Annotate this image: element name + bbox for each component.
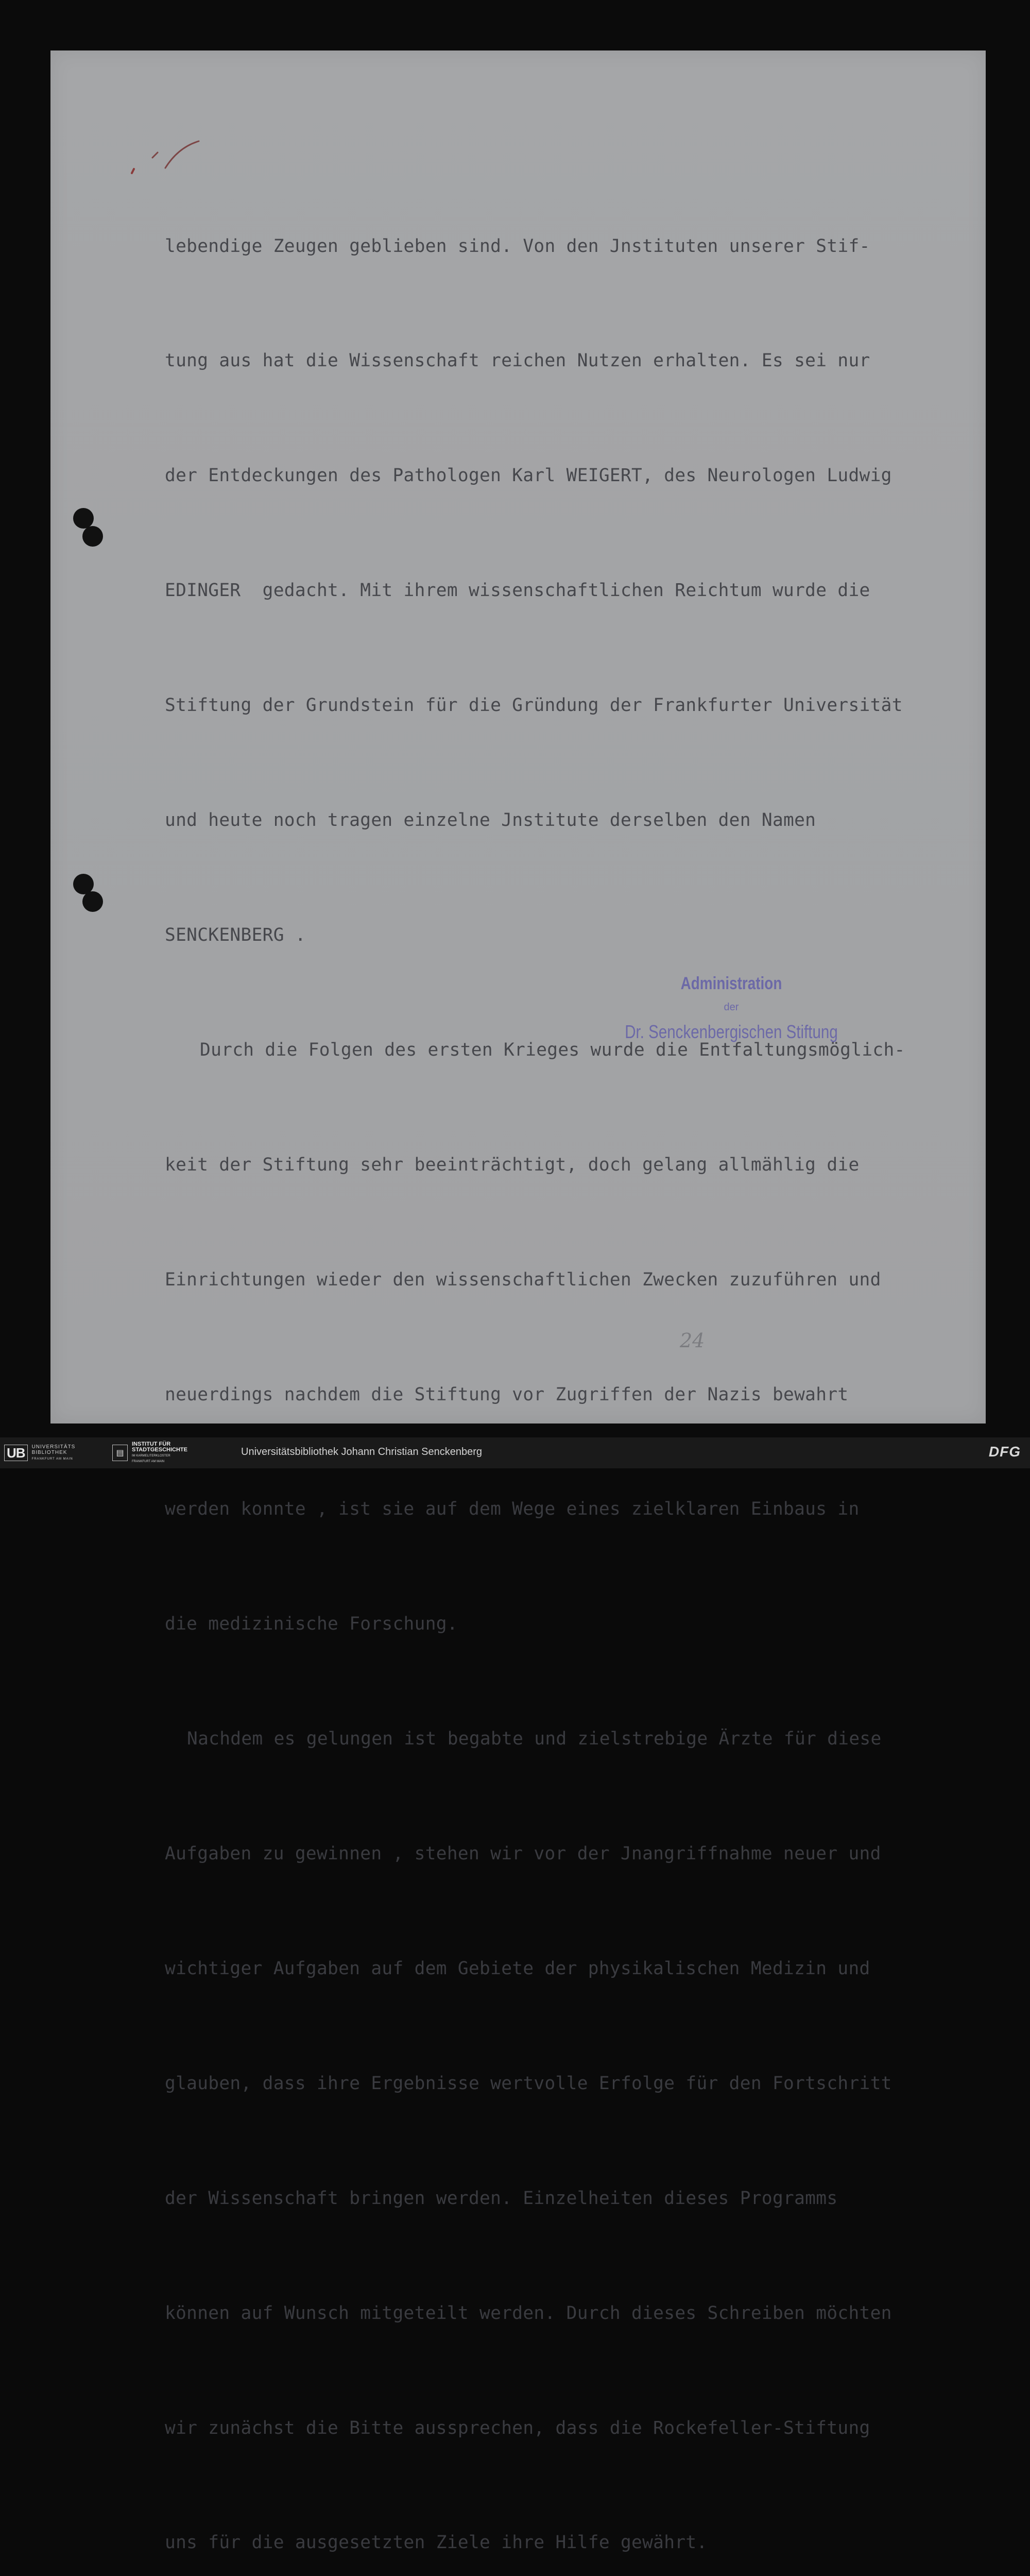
text-line: tung aus hat die Wissenschaft reichen Nutzen erhalten. Es sei nur	[165, 350, 870, 371]
isg-text-line: IM KARMELITERKLOSTER	[132, 1454, 170, 1458]
isg-text-line: STADTGESCHICHTE	[132, 1447, 187, 1453]
institution-stamp	[597, 974, 865, 1056]
ub-logo-text	[32, 1444, 76, 1462]
isg-institute-logo[interactable]	[112, 1441, 187, 1463]
text-line: wichtiger Aufgaben auf dem Gebiete der physikalischen Medizin und	[165, 1958, 870, 1979]
text-line: die medizinische Forschung.	[165, 1614, 458, 1635]
ub-library-logo[interactable]	[4, 1445, 75, 1461]
text-line: uns für die ausgesetzten Ziele ihre Hilfe gewährt.	[165, 2532, 708, 2553]
isg-logo-icon: ▤	[112, 1445, 128, 1461]
ub-text-line: BIBLIOTHEK	[31, 1449, 67, 1455]
text-line: und heute noch tragen einzelne Jnstitute derselben den Namen	[165, 810, 816, 831]
punch-hole-icon	[82, 526, 103, 547]
isg-text-line: INSTITUT FÜR	[132, 1441, 171, 1447]
text-line: wir zunächst die Bitte aussprechen, dass die Rockefeller-Stiftung	[165, 2417, 870, 2438]
punch-hole-icon	[73, 508, 94, 529]
text-line: der Entdeckungen des Pathologen Karl WEIGERT, des Neurologen Ludwig	[165, 465, 892, 486]
text-line: Aufgaben zu gewinnen , stehen wir vor der Jnangriffnahme neuer und	[165, 1843, 881, 1865]
text-line: SENCKENBERG .	[165, 924, 306, 945]
text-line: neuerdings nachdem die Stiftung vor Zugriffen der Nazis bewahrt	[165, 1384, 849, 1405]
typewritten-text	[165, 150, 989, 2576]
text-line: werden konnte , ist sie auf dem Wege eines zielklaren Einbaus in	[165, 1499, 860, 1520]
stamp-line-der: der	[724, 1002, 739, 1013]
text-line: Nachdem es gelungen ist begabte und zielstrebige Ärzte für diese	[187, 1728, 882, 1750]
page-number: 24	[680, 1329, 705, 1352]
text-line: können auf Wunsch mitgeteilt werden. Durch dieses Schreiben möchten	[165, 2302, 892, 2324]
text-line: lebendige Zeugen geblieben sind. Von den Jnstituten unserer Stif-	[165, 235, 870, 257]
ub-logo-icon: UB	[4, 1445, 28, 1461]
text-line: Stiftung der Grundstein für die Gründung der Frankfurter Universität	[165, 695, 903, 716]
text-line: der Wissenschaft bringen werden. Einzelheiten dieses Programms	[165, 2188, 838, 2209]
text-line: keit der Stiftung sehr beeinträchtigt, doch gelang allmählig die	[165, 1154, 860, 1175]
text-line: Durch die Folgen des ersten Krieges wurde die Entfaltungsmöglich-	[200, 1039, 905, 1060]
ub-text-line: UNIVERSITÄTS	[31, 1444, 76, 1450]
text-line: Einrichtungen wieder den wissenschaftlichen Zwecken zuzuführen und	[165, 1269, 881, 1290]
stamp-line-foundation: Dr. Senckenbergischen Stiftung	[625, 1021, 838, 1042]
dfg-logo[interactable]: DFG	[988, 1444, 1021, 1460]
punch-hole-icon	[82, 891, 103, 912]
ub-text-line: FRANKFURT AM MAIN	[31, 1457, 73, 1461]
stamp-line-administration: Administration	[680, 974, 782, 993]
isg-text-line: FRANKFURT AM MAIN	[132, 1460, 165, 1463]
library-caption: Universitätsbibliothek Johann Christian Senckenberg	[241, 1446, 483, 1458]
text-line: EDINGER gedacht. Mit ihrem wissenschaftlichen Reichtum wurde die	[165, 580, 870, 601]
footer-bar	[0, 1437, 1030, 1468]
isg-logo-text	[132, 1442, 187, 1464]
text-line: glauben, dass ihre Ergebnisse wertvolle Erfolge für den Fortschritt	[165, 2073, 892, 2094]
